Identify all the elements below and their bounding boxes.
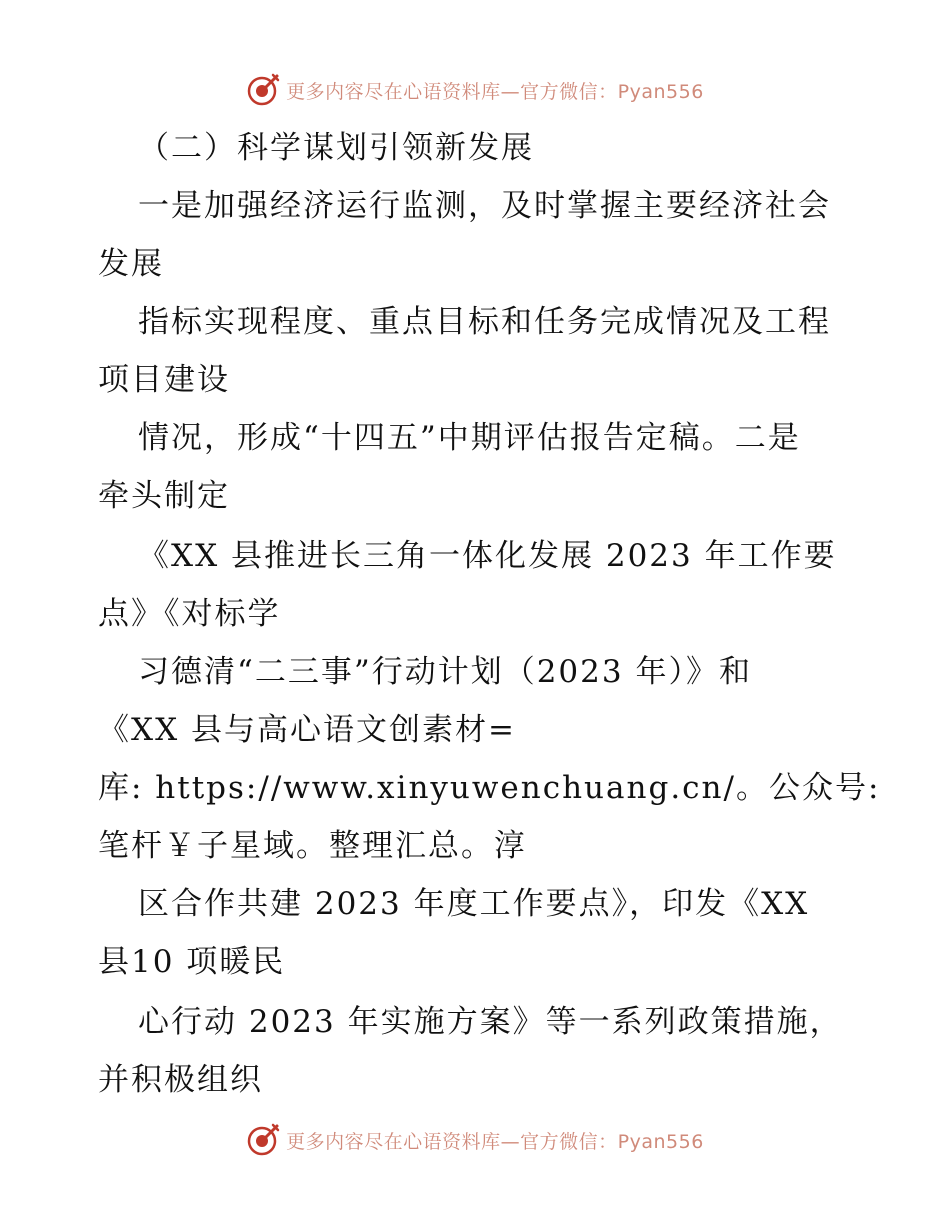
body-line: 一是加强经济运行监测，及时掌握主要经济社会 [138, 188, 831, 224]
body-line: 指标实现程度、重点目标和任务完成情况及工程 [138, 304, 831, 340]
header-watermark-text: 更多内容尽在心语资料库—官方微信：Pyan556 [286, 80, 704, 103]
body-line: 并积极组织 [98, 1062, 263, 1098]
footer-watermark [0, 1120, 950, 1160]
body-line: 《XX 县推进长三角一体化发展 2023 年工作要 [138, 538, 837, 574]
section-heading: （二）科学谋划引领新发展 [138, 130, 534, 166]
body-line: 牵头制定 [98, 478, 230, 514]
pen-logo-icon [246, 1123, 280, 1157]
body-line: 情况，形成“十四五”中期评估报告定稿。二是 [138, 420, 801, 456]
body-line: 《XX 县与高心语文创素材= [98, 712, 516, 748]
body-line: 县10 项暖民 [98, 944, 286, 980]
body-line: 区合作共建 2023 年度工作要点》，印发《XX [138, 886, 810, 922]
header-watermark [0, 70, 950, 110]
footer-watermark-text: 更多内容尽在心语资料库—官方微信：Pyan556 [286, 1130, 704, 1153]
body-line: 习德清“二三事”行动计划（2023 年）》和 [138, 654, 752, 690]
body-line: 库: https://www.xinyuwenchuang.cn/。公众号: [98, 770, 881, 806]
body-line: 心行动 2023 年实施方案》等一系列政策措施， [138, 1004, 843, 1040]
body-line: 项目建设 [98, 362, 230, 398]
pen-logo-icon [246, 73, 280, 107]
body-line: 点》《对标学 [98, 596, 281, 632]
body-line: 笔杆￥子星域。整理汇总。淳 [98, 828, 527, 864]
body-line: 发展 [98, 246, 164, 282]
